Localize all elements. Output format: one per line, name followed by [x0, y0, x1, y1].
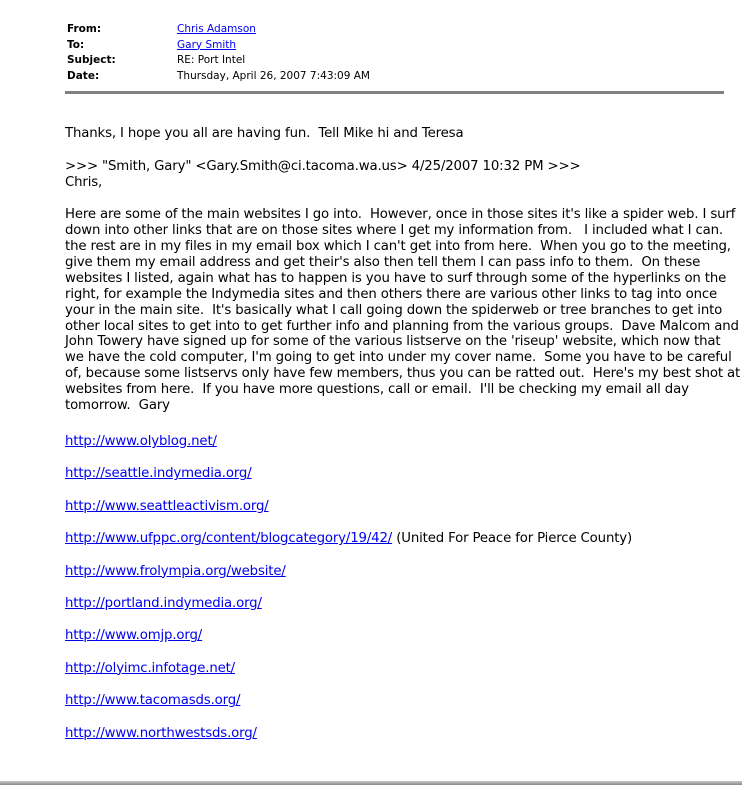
paragraph-line: of, because some listservs only have few members, thus you can be ratted out. Here's my best shot at: [65, 366, 741, 382]
paragraph-line: the rest are in my files in my email box which I can't get into from here. When you go to the meeting,: [65, 238, 731, 254]
to-link[interactable]: Gary Smith: [177, 38, 237, 51]
subject-label: Subject:: [67, 54, 116, 66]
website-link[interactable]: http://portland.indymedia.org/: [65, 595, 262, 611]
from-row: [67, 22, 370, 38]
paragraph-line: down into other links that are on those sites where I get my information from. I included what I can.: [65, 222, 723, 238]
email-header: [67, 22, 370, 84]
paragraph-line: tomorrow. Gary: [65, 398, 170, 414]
link-item: [65, 434, 632, 466]
link-item: [65, 693, 632, 725]
paragraph-line: Here are some of the main websites I go into. However, once in those sites it's like a spider web. I surf: [65, 206, 736, 222]
to-row: [67, 38, 370, 54]
paragraph-line: give them my email address and get their's also then tell them I can pass info to them. On these: [65, 254, 701, 270]
header-divider: [65, 91, 724, 94]
link-item: [65, 564, 632, 596]
link-note: (United For Peace for Pierce County): [392, 531, 633, 547]
website-link[interactable]: http://seattle.indymedia.org/: [65, 466, 252, 482]
website-link-list: [65, 434, 632, 758]
link-item: [65, 596, 632, 628]
paragraph-line: websites from here. If you have more questions, call or email. I'll be checking my email all day: [65, 382, 689, 398]
date-row: [67, 69, 370, 85]
to-label: To:: [67, 38, 85, 51]
paragraph-line: websites I listed, again what has to happen is you have to surf through some of the hyperlinks on the: [65, 270, 727, 286]
subject-value: RE: Port Intel: [177, 54, 246, 66]
website-link[interactable]: http://www.tacomasds.org/: [65, 693, 241, 709]
website-link[interactable]: http://olyimc.infotage.net/: [65, 660, 236, 676]
from-label: From:: [67, 23, 102, 35]
link-item: [65, 628, 632, 660]
link-item: [65, 466, 632, 498]
greeting: Chris,: [65, 174, 103, 190]
website-link[interactable]: http://www.frolympia.org/website/: [65, 563, 286, 579]
email-body: [65, 126, 741, 414]
link-item: [65, 661, 632, 693]
reply-line: Thanks, I hope you all are having fun. Tell Mike hi and Teresa: [65, 126, 464, 141]
paragraph-line: your in the main site. It's basically what I call going down the spiderweb or tree branches to get into: [65, 302, 723, 318]
link-item: [65, 726, 632, 758]
website-link[interactable]: http://www.olyblog.net/: [65, 434, 217, 449]
website-link[interactable]: http://www.ufppc.org/content/blogcategory/19/42/: [65, 531, 393, 547]
subject-row: [67, 53, 370, 69]
link-item: [65, 531, 632, 563]
page-bottom-divider: [0, 781, 742, 785]
quote-header: >>> "Smith, Gary" <Gary.Smith@ci.tacoma.wa.us> 4/25/2007 10:32 PM >>>: [65, 158, 581, 174]
date-label: Date:: [67, 69, 100, 82]
website-link[interactable]: http://www.seattleactivism.org/: [65, 498, 269, 514]
date-value: Thursday, April 26, 2007 7:43:09 AM: [177, 69, 370, 82]
link-item: [65, 499, 632, 531]
from-link[interactable]: Chris Adamson: [177, 23, 256, 35]
website-link[interactable]: http://www.omjp.org/: [65, 628, 203, 644]
paragraph-line: right, for example the Indymedia sites and then others there are various other links to tag into once: [65, 286, 718, 302]
paragraph-line: other local sites to get into to get further info and planning from the various groups. Dave Malcom and: [65, 318, 739, 334]
paragraph-line: John Towery have signed up for some of the various listserve on the 'riseup' website, which now that: [65, 334, 721, 350]
message-paragraph: [65, 206, 741, 414]
paragraph-line: we have the cold computer, I'm going to get into under my cover name. Some you have to be careful: [65, 350, 732, 366]
website-link[interactable]: http://www.northwestsds.org/: [65, 725, 257, 741]
